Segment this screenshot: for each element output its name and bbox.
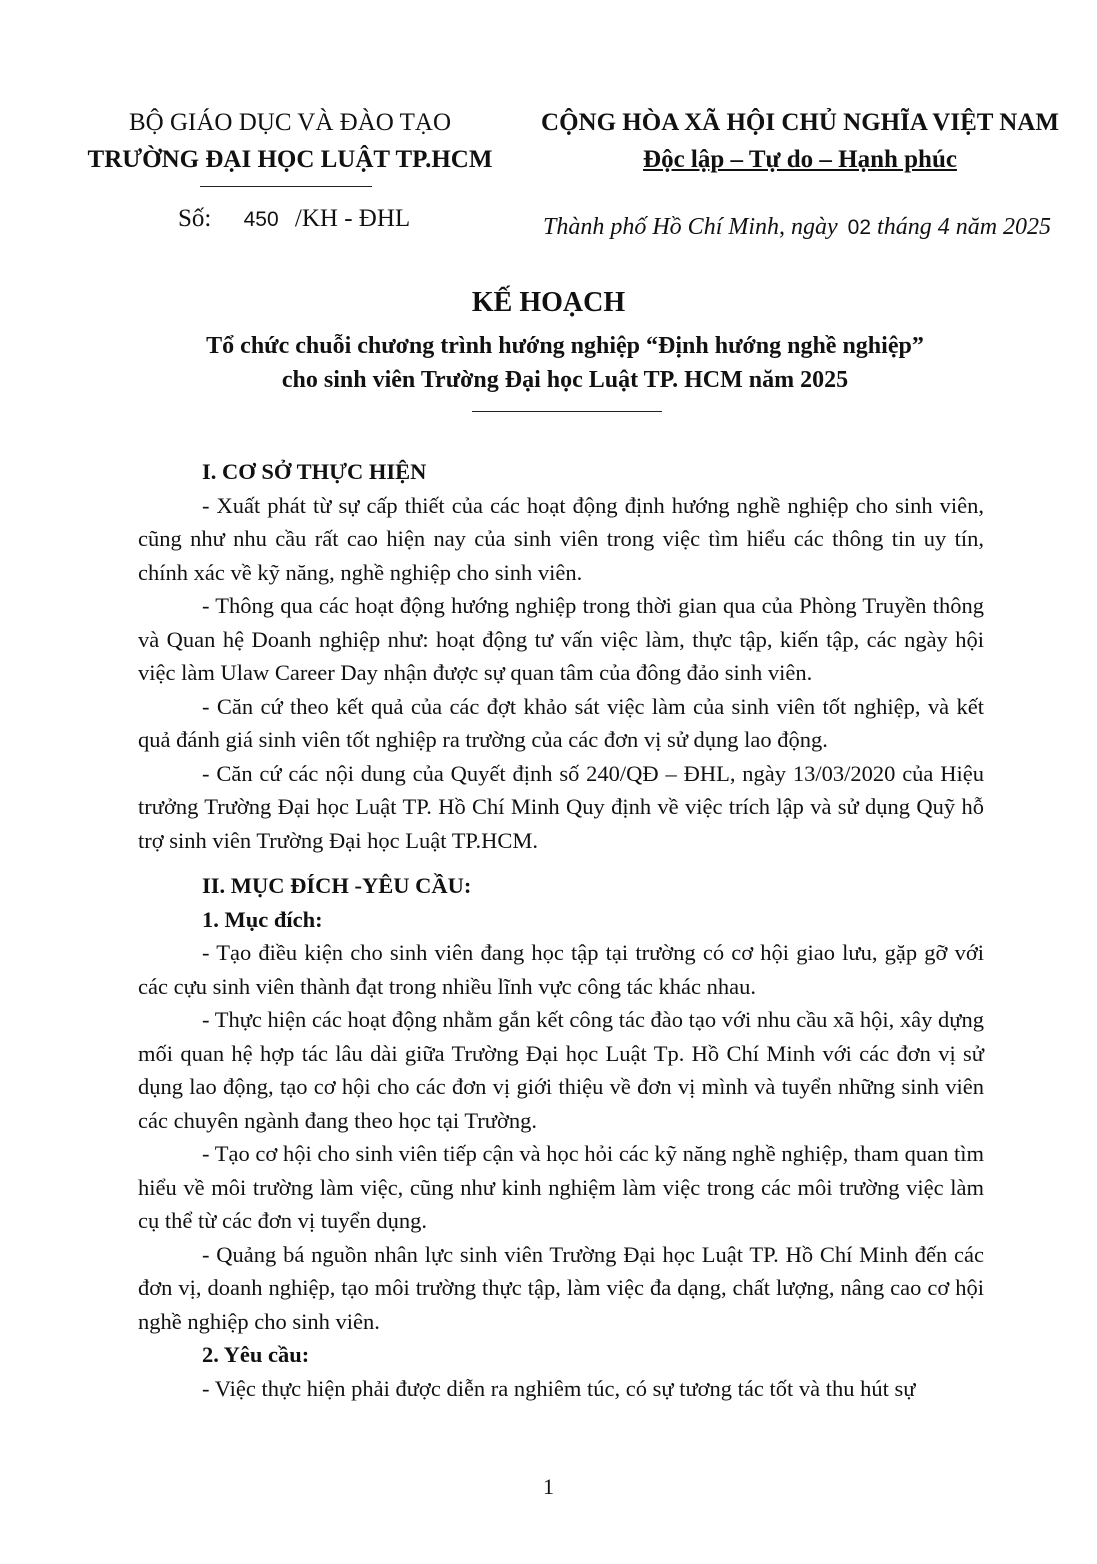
paragraph: - Tạo điều kiện cho sinh viên đang học tập tại trường có cơ hội giao lưu, gặp gỡ với các cựu sinh viên thành đạt trong nhiều lĩnh vực công tác khác nhau. [138,940,984,999]
document-subtitle-line2: cho sinh viên Trường Đại học Luật TP. HCM năm 2025 [281,367,849,393]
subsection-heading: 1. Mục đích: [202,906,323,932]
paragraph: - Thông qua các hoạt động hướng nghiệp trong thời gian qua của Phòng Truyền thông và Quan hệ Doanh nghiệp như: hoạt động tư vấn việc làm, thực tập, kiến tập, các ngày hội việc làm Ulaw Career Day nhận được sự quan tâm của đông đảo sinh viên. [138,593,984,685]
document-body [138,455,984,1405]
doc-no-suffix: /KH - ĐHL [294,205,411,232]
paragraph: - Quảng bá nguồn nhân lực sinh viên Trường Đại học Luật TP. Hồ Chí Minh đến các đơn vị, doanh nghiệp, tạo môi trường thực tập, làm việc đa dạng, chất lượng, nâng cao cơ hội nghề nghiệp cho sinh viên. [138,1241,984,1334]
ministry-name: BỘ GIÁO DỤC VÀ ĐÀO TẠO [129,109,451,136]
doc-no-prefix: Số: [178,205,212,232]
university-name: TRƯỜNG ĐẠI HỌC LUẬT TP.HCM [87,146,493,173]
document-number [178,204,410,235]
document-subtitle-line1: Tổ chức chuỗi chương trình hướng nghiệp “Định hướng nghề nghiệp” [206,333,924,359]
title-rule [472,411,662,412]
national-motto: Độc lập – Tự do – Hạnh phúc [643,146,957,173]
date-suffix: tháng 4 năm 2025 [877,214,1052,240]
document-title: KẾ HOẠCH [471,287,626,318]
paragraph: - Tạo cơ hội cho sinh viên tiếp cận và học hỏi các kỹ năng nghề nghiệp, tham quan tìm hiểu về môi trường làm việc, cũng như kinh nghiệm làm việc trong các môi trường việc làm cụ thể từ các đơn vị tuyển dụng. [138,1141,984,1233]
section-heading: I. CƠ SỞ THỰC HIỆN [202,459,427,484]
paragraph: - Xuất phát từ sự cấp thiết của các hoạt động định hướng nghề nghiệp cho sinh viên, cũng như nhu cầu rất cao hiện nay của sinh viên trong việc tìm hiểu các thông tin uy tín, chính xác về kỹ năng, nghề nghiệp cho sinh viên. [138,492,984,585]
doc-no-value: 450 [243,208,279,231]
document-date [543,214,1051,241]
country-name: CỘNG HÒA XÃ HỘI CHỦ NGHĨA VIỆT NAM [541,109,1059,136]
section-heading: II. MỤC ĐÍCH -YÊU CẦU: [202,873,472,898]
paragraph: - Việc thực hiện phải được diễn ra nghiêm túc, có sự tương tác tốt và thu hút sự [202,1375,916,1401]
paragraph: - Căn cứ theo kết quả của các đợt khảo sát việc làm của sinh viên tốt nghiệp, và kết quả đánh giá sinh viên tốt nghiệp ra trường của các đơn vị sử dụng lao động. [138,693,984,752]
date-prefix: Thành phố Hồ Chí Minh, ngày [543,214,838,240]
page-number: 1 [543,1474,554,1499]
subsection-heading: 2. Yêu cầu: [202,1342,310,1367]
paragraph: - Căn cứ các nội dung của Quyết định số 240/QĐ – ĐHL, ngày 13/03/2020 của Hiệu trưởng Trường Đại học Luật TP. Hồ Chí Minh Quy định về việc trích lập và sử dụng Quỹ hỗ trợ sinh viên Trường Đại học Luật TP.HCM. [138,760,984,853]
date-day: 02 [847,216,872,239]
paragraph: - Thực hiện các hoạt động nhằm gắn kết công tác đào tạo với nhu cầu xã hội, xây dựng mối quan hệ hợp tác lâu dài giữa Trường Đại học Luật Tp. Hồ Chí Minh với các đơn vị sử dụng lao động, tạo cơ hội cho các đơn vị giới thiệu về đơn vị mình và tuyển những sinh viên các chuyên ngành đang theo học tại Trường. [138,1007,984,1133]
left-header-rule [200,186,372,187]
